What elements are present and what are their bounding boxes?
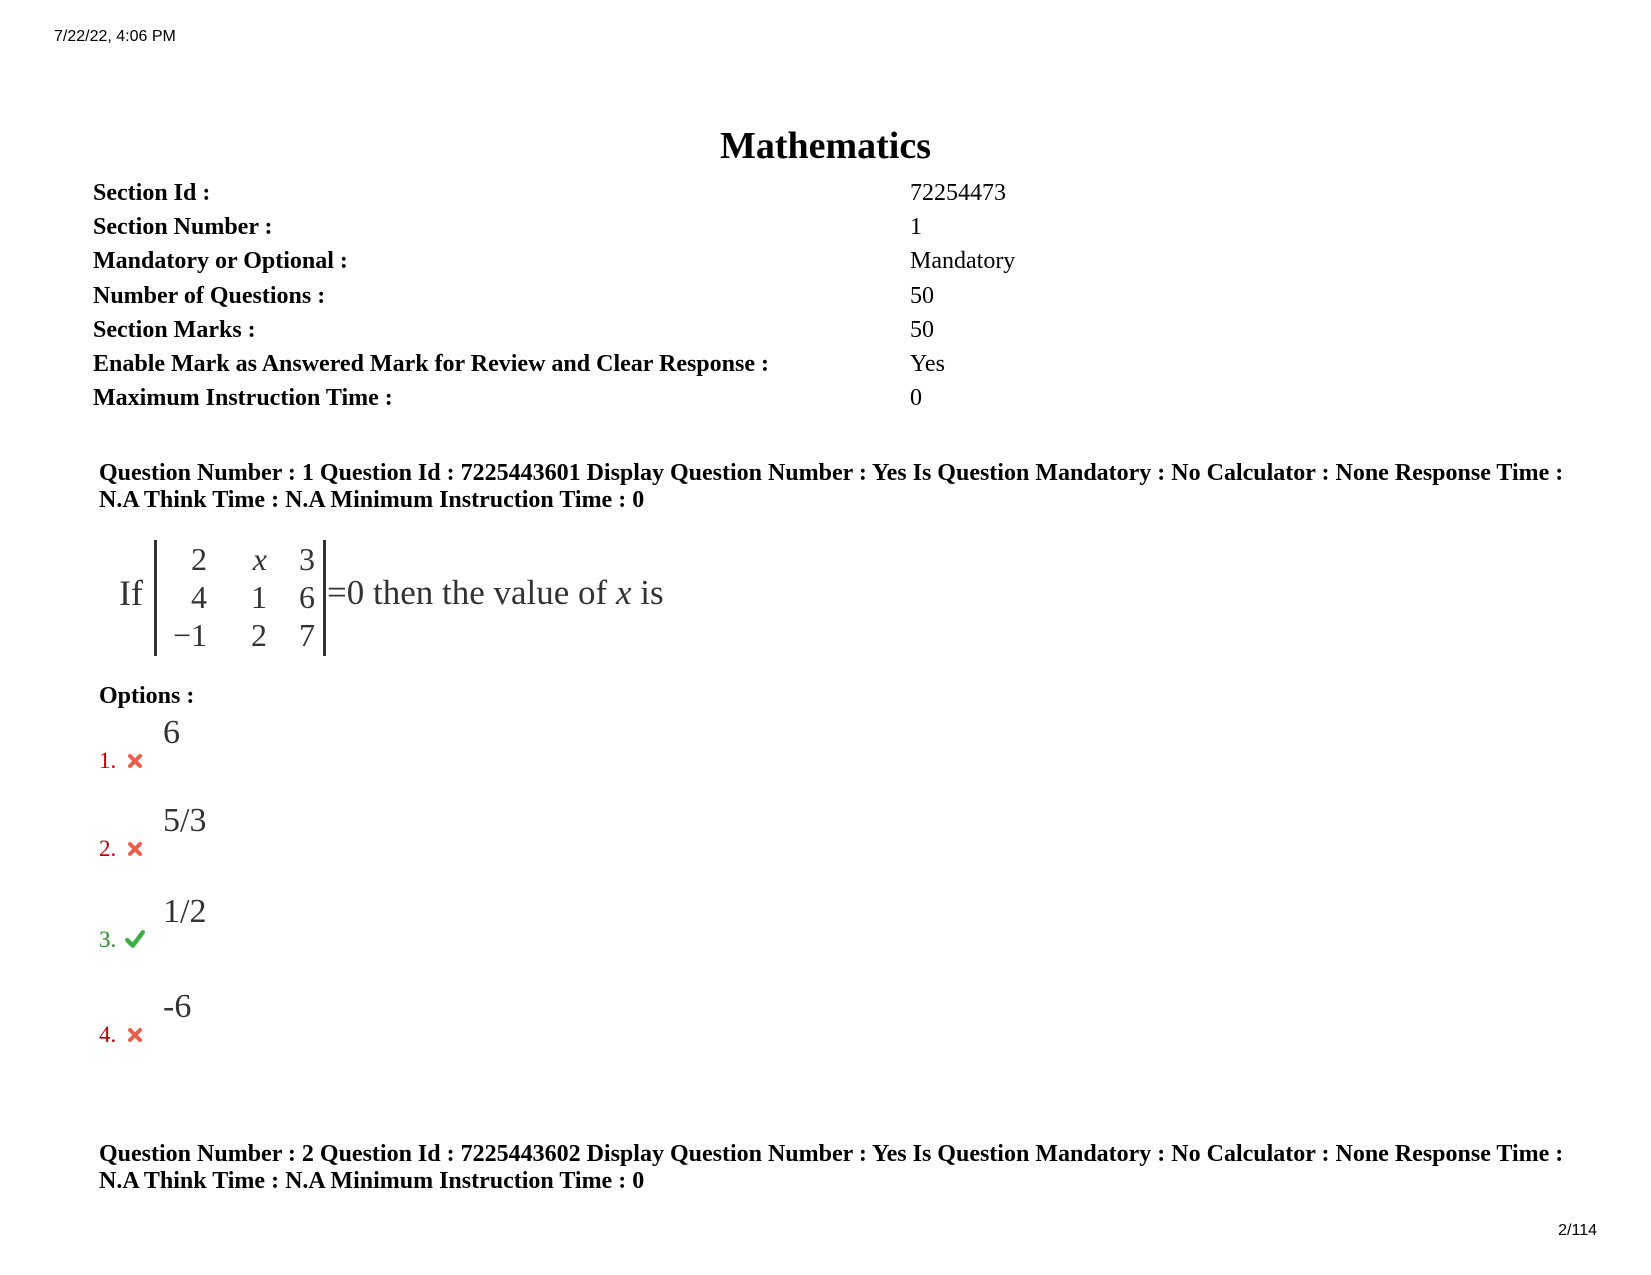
option-1[interactable]	[99, 714, 399, 774]
option-number: 4.	[99, 1022, 117, 1047]
matrix-cell: x	[252, 540, 267, 577]
matrix-cell: 2	[191, 540, 207, 577]
section-title: Mathematics	[719, 125, 932, 167]
section-id-row	[93, 176, 1015, 210]
section-marks-row	[93, 313, 1015, 347]
mark-review-row	[93, 347, 1015, 381]
matrix-cell: 3	[299, 540, 315, 577]
question-count-row	[93, 279, 1015, 313]
section-info-table	[93, 176, 1015, 416]
field-value: Mandatory	[910, 248, 1016, 275]
section-number-row	[93, 210, 1015, 244]
option-4[interactable]	[99, 988, 399, 1048]
field-value: 72254473	[910, 179, 1006, 206]
prompt-prefix: If	[119, 573, 143, 613]
field-value: Yes	[910, 351, 945, 378]
field-label: Number of Questions :	[93, 282, 326, 309]
instruction-time-row	[93, 382, 1015, 416]
matrix-cell: 2	[251, 616, 267, 653]
field-label: Maximum Instruction Time :	[93, 385, 393, 412]
determinant-matrix	[154, 540, 326, 656]
option-3[interactable]	[99, 893, 399, 953]
option-number: 2.	[99, 836, 117, 861]
checkmark-icon	[124, 929, 146, 949]
options-label: Options :	[99, 683, 195, 709]
matrix-cell: 4	[191, 578, 207, 615]
option-2[interactable]	[99, 802, 399, 862]
option-value: 1/2	[163, 893, 207, 930]
field-label: Section Number :	[93, 213, 273, 240]
cross-icon	[126, 840, 144, 858]
print-timestamp: 7/22/22, 4:06 PM	[54, 28, 176, 45]
mandatory-row	[93, 245, 1015, 279]
matrix-cell: 1	[251, 578, 267, 615]
field-value: 1	[910, 213, 922, 240]
question-1-prompt	[113, 540, 673, 656]
question-2-header: Question Number : 2 Question Id : 7225443602 Display Question Number : Yes Is Question Mandatory : No Calculator : None Response Time : N.A Think Time : N.A Minimum Instruction Time : 0	[99, 1141, 1564, 1194]
prompt-text: =0 then the value of	[327, 573, 608, 612]
option-number: 3.	[99, 927, 117, 952]
field-value: 50	[910, 316, 934, 343]
field-label: Section Marks :	[93, 316, 256, 343]
cross-icon	[126, 752, 144, 770]
field-value: 0	[910, 385, 922, 412]
option-value: 6	[163, 714, 180, 751]
prompt-variable: x	[615, 573, 632, 612]
field-label: Section Id :	[93, 179, 211, 206]
page-number: 2/114	[1558, 1222, 1597, 1239]
field-value: 50	[910, 282, 934, 309]
field-label: Mandatory or Optional :	[93, 248, 348, 275]
option-value: 5/3	[163, 802, 207, 839]
option-number: 1.	[99, 748, 117, 773]
prompt-end: is	[640, 573, 664, 612]
matrix-cell: 7	[299, 616, 315, 653]
prompt-suffix	[327, 573, 664, 613]
option-value: -6	[163, 988, 192, 1025]
question-1-header: Question Number : 1 Question Id : 7225443601 Display Question Number : Yes Is Question Mandatory : No Calculator : None Response Time : N.A Think Time : N.A Minimum Instruction Time : 0	[99, 460, 1564, 513]
matrix-cell: 6	[299, 578, 315, 615]
cross-icon	[126, 1026, 144, 1044]
matrix-cell: −1	[172, 616, 207, 653]
field-label: Enable Mark as Answered Mark for Review and Clear Response :	[93, 351, 769, 378]
